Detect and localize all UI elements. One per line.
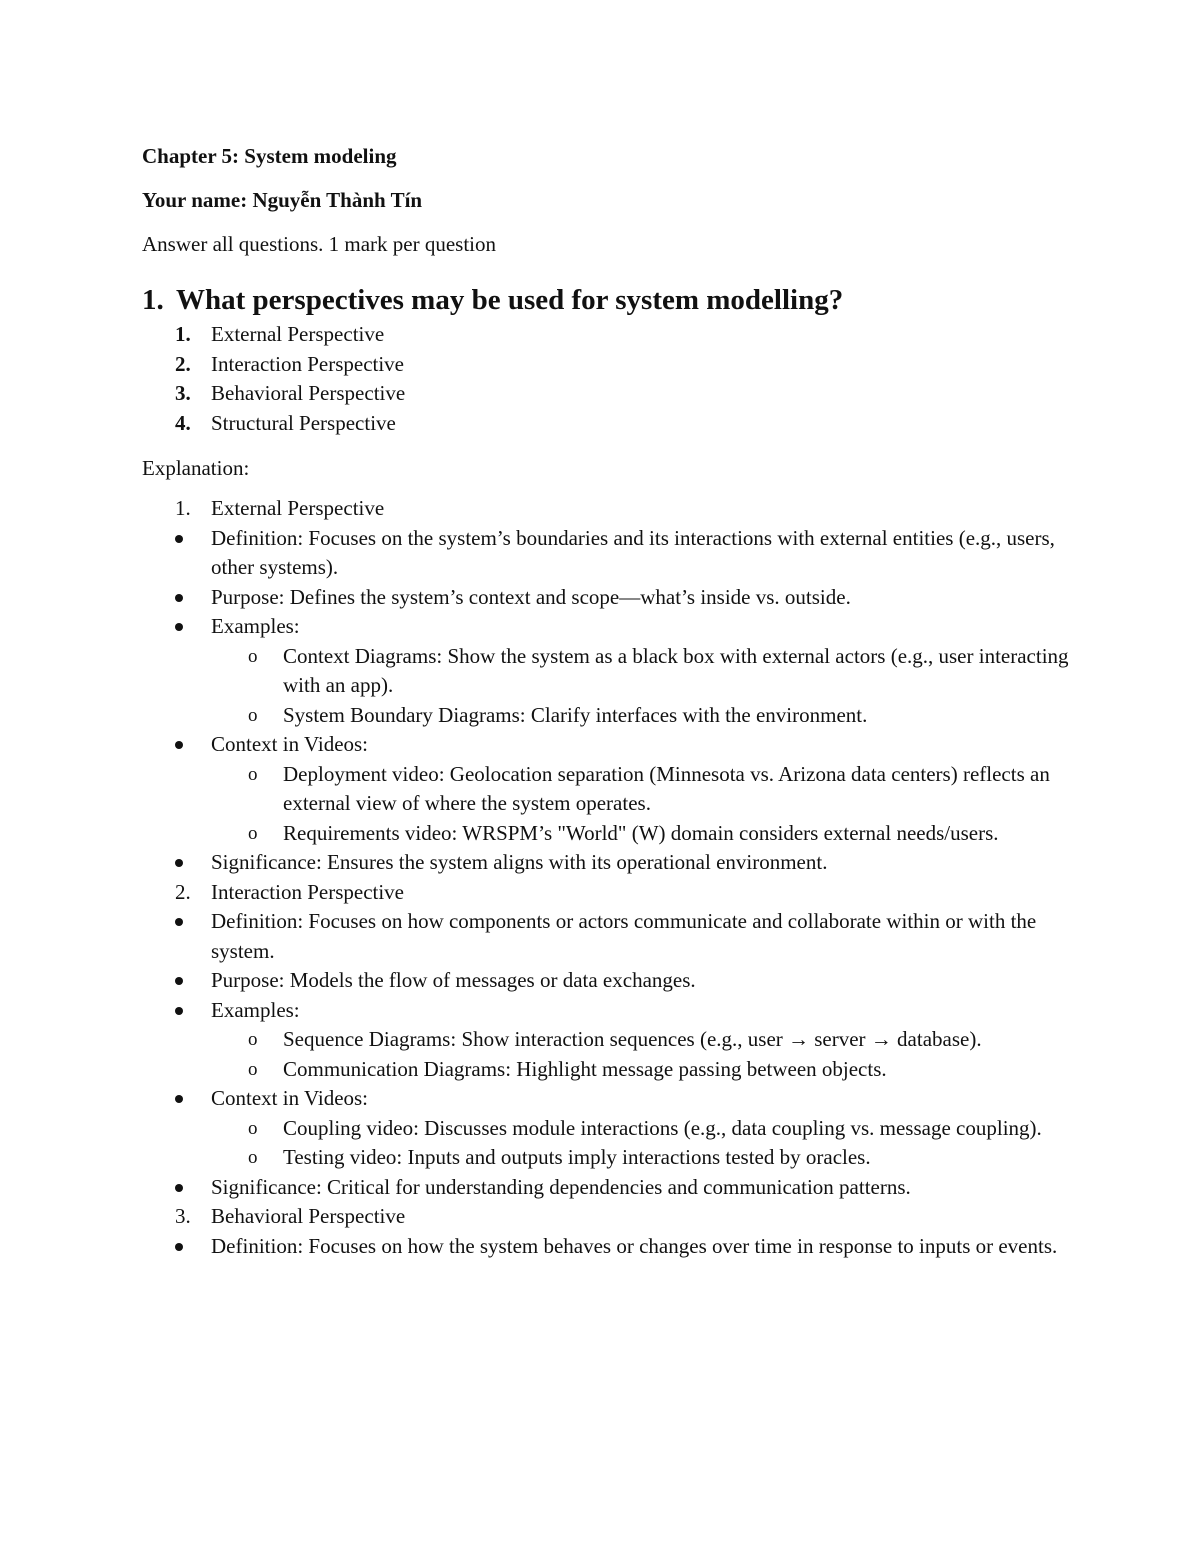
bullet-item bbox=[142, 612, 1072, 642]
bullet-item bbox=[142, 848, 1072, 878]
item-text: Requirements video: WRSPM’s "World" (W) domain considers external needs/users. bbox=[283, 820, 999, 845]
sub-bullet-marker: o bbox=[248, 1029, 258, 1050]
bullet-item bbox=[142, 524, 1072, 583]
item-text: System Boundary Diagrams: Clarify interfaces with the environment. bbox=[283, 702, 868, 727]
numbered-item bbox=[142, 1202, 1072, 1232]
sub-bullet-item bbox=[142, 642, 1072, 701]
explanation-list bbox=[142, 494, 1072, 1261]
sub-bullet-marker: o bbox=[248, 704, 258, 726]
item-text: Examples: bbox=[211, 997, 300, 1022]
item-text: Communication Diagrams: Highlight message passing between objects. bbox=[283, 1056, 887, 1081]
numbered-item bbox=[142, 878, 1072, 908]
item-text: Definition: Focuses on how the system behaves or changes over time in response to inputs or events. bbox=[211, 1233, 1058, 1258]
instructions: Answer all questions. 1 mark per question bbox=[142, 232, 497, 256]
item-text: Examples: bbox=[211, 614, 300, 638]
item-text: Context in Videos: bbox=[211, 732, 369, 756]
bullet-item bbox=[142, 1173, 1072, 1203]
bullet-item bbox=[142, 583, 1072, 613]
item-text: Significance: Critical for understanding dependencies and communication patterns. bbox=[211, 1174, 911, 1199]
bullet-item bbox=[142, 966, 1072, 996]
answer-text: Interaction Perspective bbox=[211, 351, 404, 376]
numbered-item bbox=[142, 494, 1072, 524]
sub-bullet-item bbox=[142, 1143, 1072, 1173]
answer-item bbox=[142, 409, 1072, 439]
bullet-marker bbox=[142, 907, 211, 966]
question-heading bbox=[142, 280, 1072, 320]
sub-bullet-item bbox=[142, 819, 1072, 849]
bullet-marker bbox=[142, 524, 211, 583]
bullet-marker bbox=[142, 1084, 211, 1114]
item-number: 2. bbox=[175, 879, 191, 904]
question-text: What perspectives may be used for system modelling? bbox=[176, 284, 844, 316]
item-text: External Perspective bbox=[211, 496, 385, 520]
item-number: 1. bbox=[175, 496, 191, 520]
sub-bullet-marker: o bbox=[248, 1117, 258, 1139]
item-text: Context Diagrams: Show the system as a black box with external actors (e.g., user interacting with an app). bbox=[283, 643, 1069, 697]
item-text: Significance: Ensures the system aligns with its operational environment. bbox=[211, 850, 828, 874]
item-text: Purpose: Defines the system’s context and scope—what’s inside vs. outside. bbox=[211, 584, 851, 609]
student-name: Your name: Nguyễn Thành Tín bbox=[142, 188, 423, 212]
item-text: Testing video: Inputs and outputs imply interactions tested by oracles. bbox=[283, 1145, 871, 1169]
item-text: Definition: Focuses on how components or actors communicate and collaborate within or with the system. bbox=[211, 909, 1037, 963]
item-text: Definition: Focuses on the system’s boundaries and its interactions with external entities (e.g., users, other systems). bbox=[211, 525, 1055, 579]
sub-bullet-item bbox=[142, 1055, 1072, 1085]
answer-item bbox=[142, 379, 1072, 409]
answer-number: 4. bbox=[175, 410, 191, 435]
bullet-marker bbox=[142, 1232, 211, 1262]
sub-bullet-marker: o bbox=[248, 1147, 258, 1168]
document-body bbox=[142, 140, 1072, 1261]
bullet-item bbox=[142, 1084, 1072, 1114]
bullet-marker bbox=[142, 848, 211, 878]
sub-bullet-marker: o bbox=[248, 1058, 258, 1080]
sub-bullet-marker: o bbox=[248, 822, 258, 844]
question-number: 1. bbox=[142, 284, 164, 316]
answer-item bbox=[142, 350, 1072, 380]
item-text: Behavioral Perspective bbox=[211, 1204, 406, 1228]
sub-bullet-marker: o bbox=[248, 645, 258, 667]
item-text: Purpose: Models the flow of messages or data exchanges. bbox=[211, 968, 696, 992]
item-text: Deployment video: Geolocation separation (Minnesota vs. Arizona data centers) reflects an external view of where the system operates. bbox=[283, 761, 1050, 815]
item-text: Context in Videos: bbox=[211, 1086, 369, 1110]
bullet-item bbox=[142, 996, 1072, 1026]
explanation-label: Explanation: bbox=[142, 456, 250, 480]
answer-number: 1. bbox=[175, 322, 191, 346]
bullet-marker bbox=[142, 996, 211, 1026]
bullet-marker bbox=[142, 730, 211, 760]
bullet-item bbox=[142, 1232, 1072, 1262]
sub-bullet-item bbox=[142, 1025, 1072, 1055]
sub-bullet-marker: o bbox=[248, 763, 258, 785]
answer-item bbox=[142, 320, 1072, 350]
chapter-title: Chapter 5: System modeling bbox=[142, 144, 397, 168]
answer-text: Behavioral Perspective bbox=[211, 381, 406, 405]
bullet-item bbox=[142, 730, 1072, 760]
answer-text: External Perspective bbox=[211, 322, 385, 346]
sub-bullet-item bbox=[142, 701, 1072, 731]
bullet-marker bbox=[142, 612, 211, 642]
answer-text: Structural Perspective bbox=[211, 410, 396, 435]
sub-bullet-item bbox=[142, 760, 1072, 819]
bullet-item bbox=[142, 907, 1072, 966]
item-text: Interaction Perspective bbox=[211, 879, 404, 904]
sub-bullet-item bbox=[142, 1114, 1072, 1144]
bullet-marker bbox=[142, 583, 211, 613]
bullet-marker bbox=[142, 966, 211, 996]
answer-number: 3. bbox=[175, 381, 191, 405]
item-text: Sequence Diagrams: Show interaction sequences (e.g., user → server → database). bbox=[283, 1027, 982, 1051]
answer-number: 2. bbox=[175, 351, 191, 376]
bullet-marker bbox=[142, 1173, 211, 1203]
item-text: Coupling video: Discusses module interactions (e.g., data coupling vs. message coupling). bbox=[283, 1115, 1042, 1140]
answer-list bbox=[142, 320, 1072, 438]
item-number: 3. bbox=[175, 1204, 191, 1228]
